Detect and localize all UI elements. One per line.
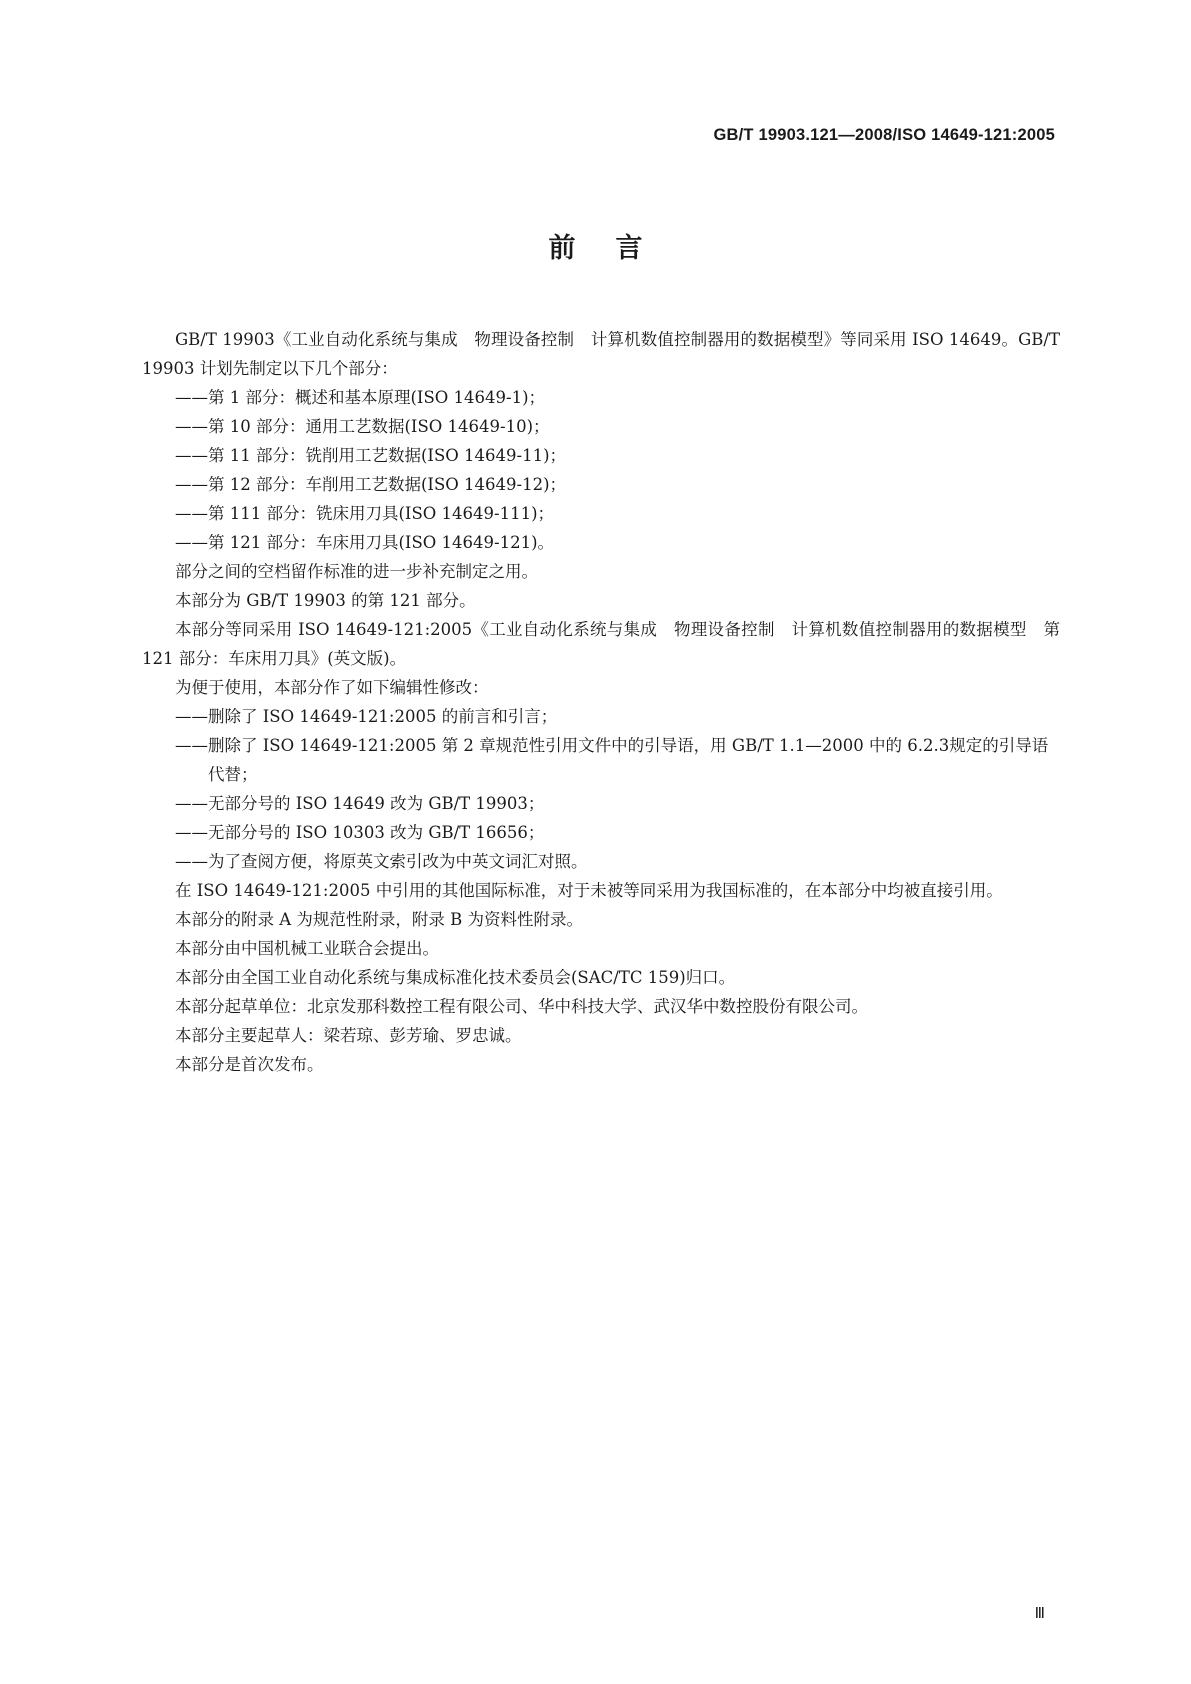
list-item-part-121: ——第 121 部分：车床用刀具(ISO 14649-121)。	[175, 533, 555, 552]
list-item-part-11: ——第 11 部分：铣削用工艺数据(ISO 14649-11)；	[175, 446, 567, 465]
paragraph-edits-intro: 为便于使用，本部分作了如下编辑性修改：	[175, 678, 489, 697]
paragraph-drafters: 本部分主要起草人：梁若琼、彭芳瑜、罗忠诚。	[175, 1026, 522, 1045]
paragraph-gaps: 部分之间的空档留作标准的进一步补充制定之用。	[175, 562, 538, 581]
list-item-part-1: ——第 1 部分：概述和基本原理(ISO 14649-1)；	[175, 388, 546, 407]
standard-code-header: GB/T 19903.121—2008/ISO 14649-121:2005	[713, 126, 1055, 144]
paragraph-under-jurisdiction: 本部分由全国工业自动化系统与集成标准化技术委员会(SAC/TC 159)归口。	[175, 968, 736, 987]
paragraph-part-number: 本部分为 GB/T 19903 的第 121 部分。	[175, 591, 476, 610]
paragraph-proposed-by: 本部分由中国机械工业联合会提出。	[175, 939, 439, 958]
page-title: 前言	[548, 233, 683, 264]
foreword-body	[142, 325, 1060, 1079]
list-item-part-12: ——第 12 部分：车削用工艺数据(ISO 14649-12)；	[175, 475, 567, 494]
list-item-edit-3: ——无部分号的 ISO 14649 改为 GB/T 19903；	[175, 794, 545, 813]
list-item-edit-1: ——删除了 ISO 14649-121:2005 的前言和引言；	[175, 707, 558, 726]
list-item-edit-5: ——为了查阅方便，将原英文索引改为中英文词汇对照。	[175, 852, 588, 871]
paragraph-adoption: 本部分等同采用 ISO 14649-121:2005《工业自动化系统与集成 物理设备控制 计算机数值控制器用的数据模型 第 121 部分：车床用刀具》(英文版)。	[142, 620, 1060, 668]
paragraph-intro: GB/T 19903《工业自动化系统与集成 物理设备控制 计算机数值控制器用的数据模型》等同采用 ISO 14649。GB/T 19903 计划先制定以下几个部分：	[142, 330, 1060, 378]
paragraph-annexes: 本部分的附录 A 为规范性附录，附录 B 为资料性附录。	[175, 910, 584, 929]
paragraph-first-release: 本部分是首次发布。	[175, 1055, 324, 1074]
paragraph-references: 在 ISO 14649-121:2005 中引用的其他国际标准，对于未被等同采用为我国标准的，在本部分中均被直接引用。	[175, 881, 1003, 900]
page-number: Ⅲ	[1034, 1604, 1045, 1622]
list-item-edit-4: ——无部分号的 ISO 10303 改为 GB/T 16656；	[175, 823, 545, 842]
paragraph-drafting-units: 本部分起草单位：北京发那科数控工程有限公司、华中科技大学、武汉华中数控股份有限公司。	[175, 997, 868, 1016]
list-item-edit-2: ——删除了 ISO 14649-121:2005 第 2 章规范性引用文件中的引导语，用 GB/T 1.1—2000 中的 6.2.3规定的引导语代替；	[175, 736, 1049, 784]
list-item-part-111: ——第 111 部分：铣床用刀具(ISO 14649-111)；	[175, 504, 555, 523]
list-item-part-10: ——第 10 部分：通用工艺数据(ISO 14649-10)；	[175, 417, 550, 436]
